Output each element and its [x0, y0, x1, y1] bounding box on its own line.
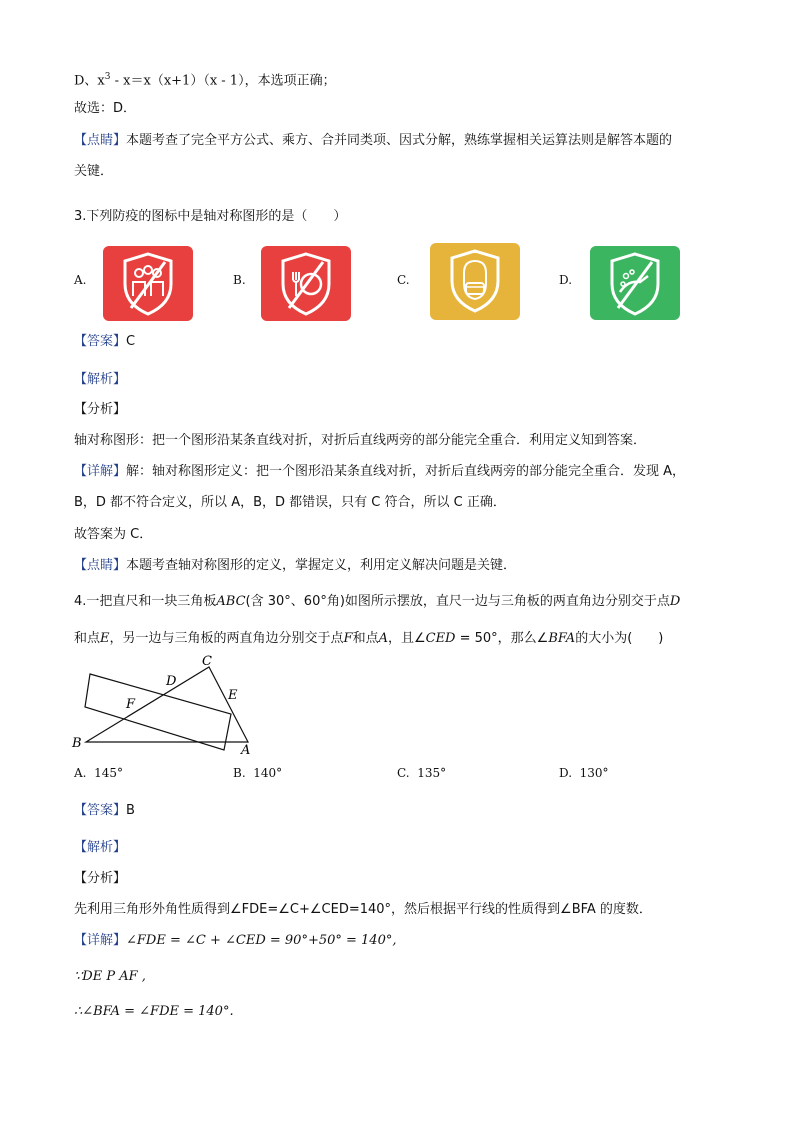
q4-option-b: B. 140°: [233, 766, 283, 780]
q3-detail: 【详解】解：轴对称图形定义：把一个图形沿某条直线对折，对折后直线两旁的部分能完全重合．发现 A，: [74, 464, 686, 479]
q4-step3: ∴∠BFA = ∠FDE = 140°.: [74, 1004, 234, 1019]
q4-fenxi: 【分析】: [74, 871, 127, 886]
q2-choose: 故选：D．: [74, 101, 137, 116]
q4-analysis: 先利用三角形外角性质得到∠FDE=∠C+∠CED=140°，然后根据平行线的性质得到∠BFA 的度数．: [74, 902, 652, 917]
q3-fenxi: 【分析】: [74, 402, 127, 417]
crowd-prohibited-icon: [103, 246, 193, 321]
q3-analysis: 轴对称图形：把一个图形沿某条直线对折，对折后直线两旁的部分能完全重合．利用定义知到答案．: [74, 433, 647, 448]
q3-option-b-label: B.: [233, 273, 246, 287]
q3-dianjing: 【点睛】本题考查轴对称图形的定义，掌握定义，利用定义解决问题是关键．: [74, 558, 517, 573]
q2-dianjing-cont: 关键．: [74, 164, 114, 179]
q3-conclusion: 故答案为 C．: [74, 527, 153, 542]
q4-answer: 【答案】B: [74, 803, 135, 818]
q3-option-a-label: A.: [74, 273, 87, 287]
q3-answer: 【答案】C: [74, 334, 136, 349]
ruler: [85, 674, 231, 750]
q3-jiexi: 【解析】: [74, 372, 127, 387]
q4-option-c: C. 135°: [397, 766, 447, 780]
q4-step2: ∵DE P AF ,: [74, 969, 146, 984]
wear-mask-icon: [430, 243, 520, 320]
q3-option-d-label: D.: [559, 273, 573, 287]
no-dining-icon: [261, 246, 351, 321]
q4-stem-line2: 和点E，另一边与三角板的两直角边分别交于点F和点A，且∠CED = 50°，那么∠BFA的大小为( ): [74, 631, 664, 646]
q4-jiexi: 【解析】: [74, 840, 127, 855]
label-c: C: [202, 654, 212, 669]
label-b: B: [72, 736, 82, 751]
q4-detail: 【详解】∠FDE = ∠C + ∠CED = 90°+50° = 140°,: [74, 933, 397, 948]
hand-sanitize-icon: [590, 246, 680, 320]
q3-detail-cont: B，D 都不符合定义，所以 A，B，D 都错误，只有 C 符合，所以 C 正确．: [74, 495, 506, 510]
ruler-triangle-figure: [66, 650, 286, 762]
label-f: F: [126, 697, 136, 712]
q2-option-d-line: D、$x^3 - x=x(x+1)(x - 1)$，本选项正确；: [74, 72, 336, 89]
label-d: D: [166, 674, 177, 689]
label-e: E: [228, 688, 238, 703]
label-a: A: [241, 743, 251, 758]
q4-option-a: A. 145°: [74, 766, 124, 780]
q4-option-d: D. 130°: [559, 766, 609, 780]
q2-dianjing: 【点睛】本题考查了完全平方公式、乘方、合并同类项、因式分解，熟练掌握相关运算法则是解答本题的: [74, 133, 673, 148]
q3-stem: 3.下列防疫的图标中是轴对称图形的是（ ）: [74, 209, 347, 224]
q4-stem-line1: 4.一把直尺和一块三角板ABC(含 30°、60°角)如图所示摆放，直尺一边与三角板的两直角边分别交于点D: [74, 594, 681, 609]
q3-option-c-label: C.: [397, 273, 410, 287]
